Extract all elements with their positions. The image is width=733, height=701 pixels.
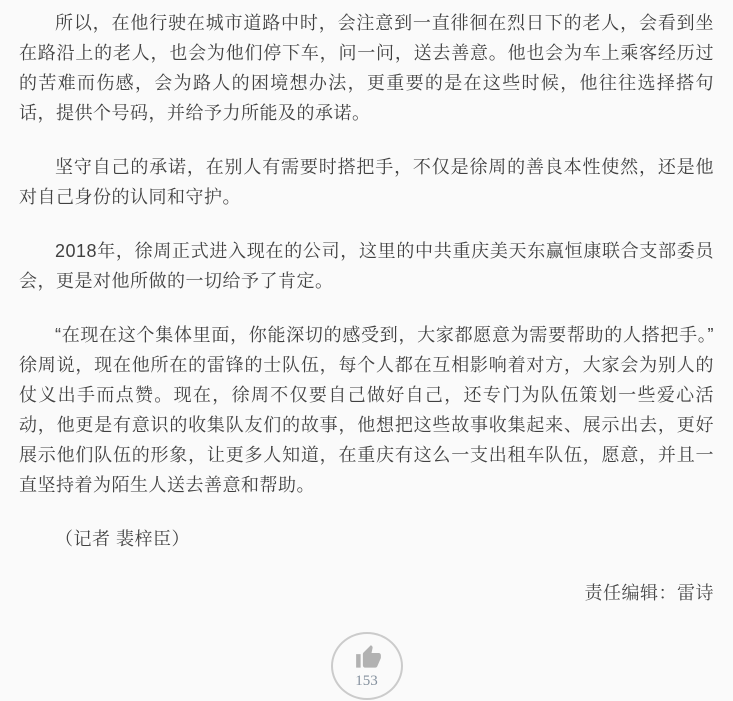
like-section	[19, 632, 714, 700]
byline: （记者 裴梓臣）	[55, 529, 191, 549]
article-paragraph: 所以，在他行驶在城市道路中时，会注意到一直徘徊在烈日下的老人，会看到坐在路沿上的老人，也会为他们停下车，问一问，送去善意。他也会为车上乘客经历过的苦难而伤感，会为路人的困境想办法，更重要的是在这些时候，他往往选择搭句话，提供个号码，并给予力所能及的承诺。	[19, 13, 714, 123]
article-paragraph: 2018年，徐周正式进入现在的公司，这里的中共重庆美天东赢恒康联合支部委员会，更是对他所做的一切给予了肯定。	[19, 241, 714, 291]
like-button[interactable]	[331, 632, 403, 700]
editor-credit: 责任编辑：雷诗	[584, 583, 714, 603]
article-paragraph: 坚守自己的承诺，在别人有需要时搭把手，不仅是徐周的善良本性使然，还是他对自己身份的认同和守护。	[19, 157, 714, 207]
article-paragraph: “在现在这个集体里面，你能深切的感受到，大家都愿意为需要帮助的人搭把手。” 徐周说，现在他所在的雷锋的士队伍，每个人都在互相影响着对方，大家会为别人的仗义出手而点赞。现在，徐周不仅要自己做好自己，还专门为队伍策划一些爱心活动，他更是有意识的收集队友们的故事，他想把这些故事收集起来、展示出去，更好展示他们队伍的形象，让更多人知道，在重庆有这么一支出租车队伍，愿意，并且一直坚持着为陌生人送去善意和帮助。	[19, 325, 714, 495]
thumbs-up-icon	[355, 644, 382, 671]
like-count: 153	[355, 672, 378, 689]
